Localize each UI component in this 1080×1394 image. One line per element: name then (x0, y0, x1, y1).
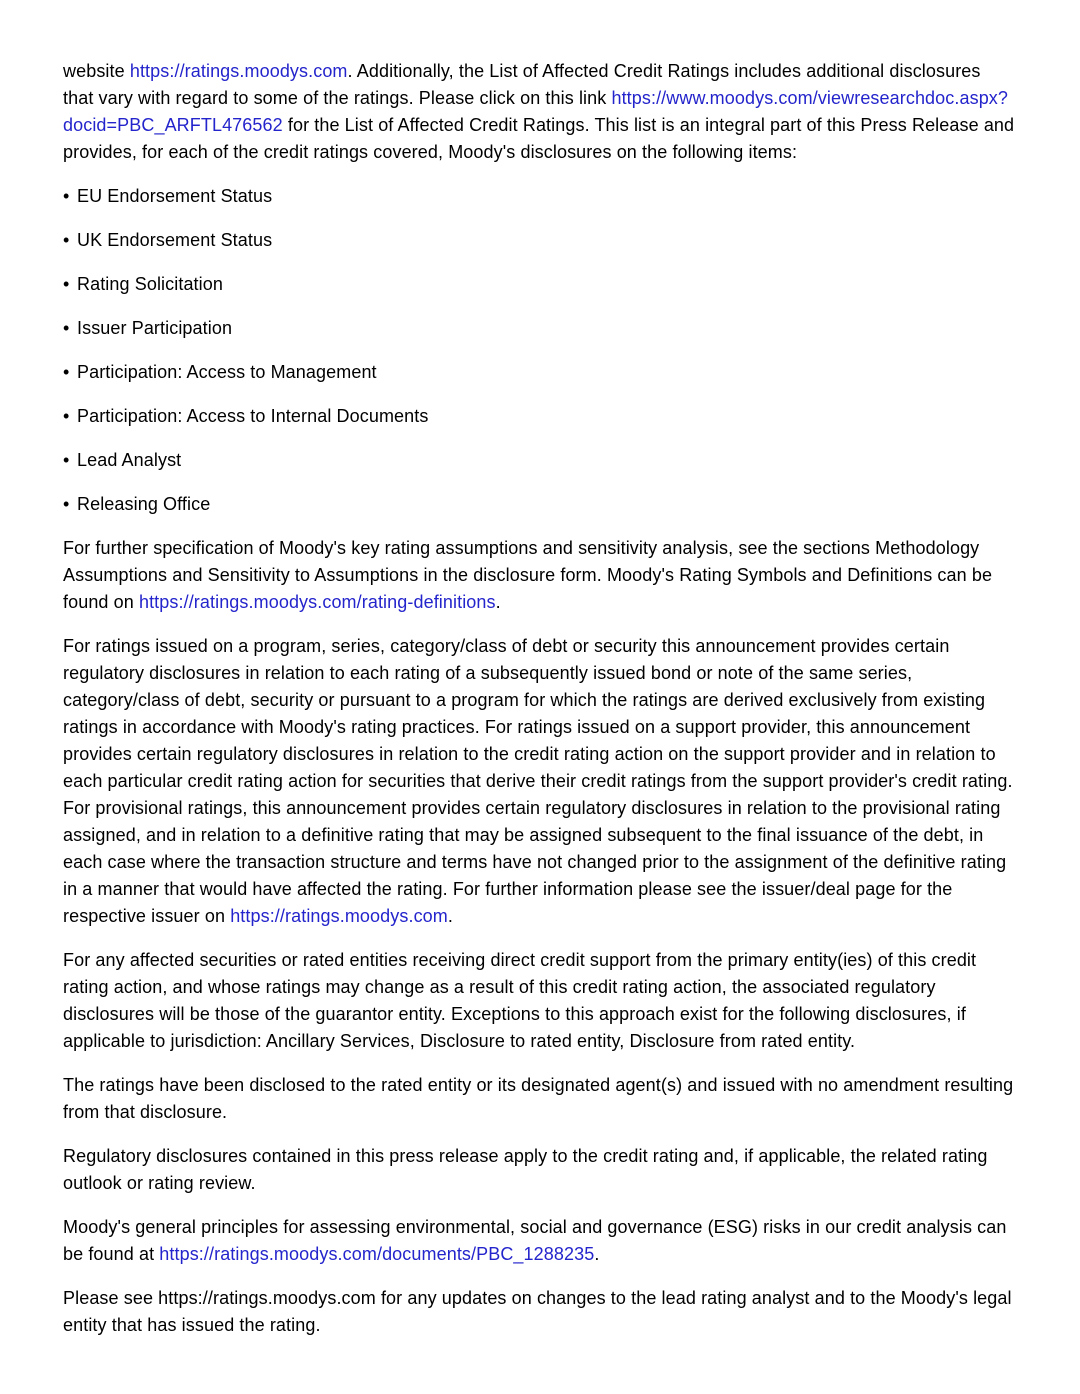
inline-link[interactable]: https://ratings.moodys.com/rating-definitions (138, 592, 496, 612)
paragraph (63, 633, 1015, 930)
text-run: . (447, 906, 453, 926)
bullet-item (63, 403, 1015, 430)
text-run: For further specification of Moody's key rating assumptions and sensitivity analysis, see the sections Methodology Assumptions and Sensitivity to Assumptions in the disclosure form. Moody's Rating Symbols and Definitions can be found on (63, 538, 993, 612)
bullet-item (63, 359, 1015, 386)
text-run: Issuer Participation (77, 318, 233, 338)
text-run: for the List of Affected Credit Ratings. This list is an integral part of this Press Release and provides, for each of the credit ratings covered, Moody's disclosures on the following items: (63, 115, 1015, 162)
paragraph (63, 1143, 1015, 1197)
text-run: website (63, 61, 130, 81)
text-run: For any affected securities or rated entities receiving direct credit support from the primary entity(ies) of this credit rating action, and whose ratings may change as a result of this credit rating action, the associated regulatory disclosures will be those of the guarantor entity. Exceptions to this approach exist for the following disclosures, if applicable to jurisdiction: Ancillary Services, Disclosure to rated entity, Disclosure from rated entity. (63, 950, 977, 1051)
bullet-item (63, 183, 1015, 210)
text-run: The ratings have been disclosed to the rated entity or its designated agent(s) and issued with no amendment resulting from that disclosure. (63, 1075, 1014, 1122)
inline-link[interactable]: https://www.moodys.com/viewresearchdoc.aspx?docid=PBC_ARFTL476562 (63, 88, 1009, 135)
text-run: UK Endorsement Status (77, 230, 273, 250)
paragraph (63, 1285, 1015, 1339)
paragraph (63, 1214, 1015, 1268)
text-run: . Additionally, the List of Affected Credit Ratings includes additional disclosures that vary with regard to some of the ratings. Please click on this link (63, 61, 981, 108)
inline-link[interactable]: https://ratings.moodys.com (129, 61, 348, 81)
press-release-text (63, 58, 1015, 1356)
inline-link[interactable]: https://ratings.moodys.com (230, 906, 448, 926)
text-run: Please see https://ratings.moodys.com for any updates on changes to the lead rating analyst and to the Moody's legal entity that has issued the rating. (63, 1288, 1012, 1335)
bullet-item (63, 491, 1015, 518)
text-run: Releasing Office (77, 494, 211, 514)
text-run: For ratings issued on a program, series, category/class of debt or security this announcement provides certain regulatory disclosures in relation to each rating of a subsequently issued bond or note of the same series, category/class of debt, security or pursuant to a program for which the ratings are derived exclusively from existing ratings in accordance with Moody's rating practices. For ratings issued on a support provider, this announcement provides certain regulatory disclosures in relation to the credit rating action on the support provider and in relation to each particular credit rating action for securities that derive their credit ratings from the support provider's credit rating. For provisional ratings, this announcement provides certain regulatory disclosures in relation to the provisional rating assigned, and in relation to a definitive rating that may be assigned subsequent to the final issuance of the debt, in each case where the transaction structure and terms have not changed prior to the assignment of the definitive rating in a manner that would have affected the rating. For further information please see the issuer/deal page for the respective issuer on (63, 636, 1013, 926)
paragraph (63, 58, 1015, 166)
text-run: . (495, 592, 501, 612)
text-run: Participation: Access to Management (77, 362, 377, 382)
text-run: Regulatory disclosures contained in this press release apply to the credit rating and, if applicable, the related rating outlook or rating review. (63, 1146, 988, 1193)
bullet-item (63, 315, 1015, 342)
bullet-item (63, 447, 1015, 474)
paragraph (63, 535, 1015, 616)
text-run: Lead Analyst (77, 450, 182, 470)
inline-link[interactable]: https://ratings.moodys.com/documents/PBC_1288235 (159, 1244, 595, 1264)
bullet-item (63, 227, 1015, 254)
bullet-item (63, 271, 1015, 298)
paragraph (63, 1072, 1015, 1126)
text-run: EU Endorsement Status (77, 186, 273, 206)
paragraph (63, 947, 1015, 1055)
text-run: . (594, 1244, 600, 1264)
text-run: Rating Solicitation (77, 274, 223, 294)
text-run: Moody's general principles for assessing environmental, social and governance (ESG) risks in our credit analysis can be found at (63, 1217, 1007, 1264)
text-run: Participation: Access to Internal Documents (77, 406, 429, 426)
